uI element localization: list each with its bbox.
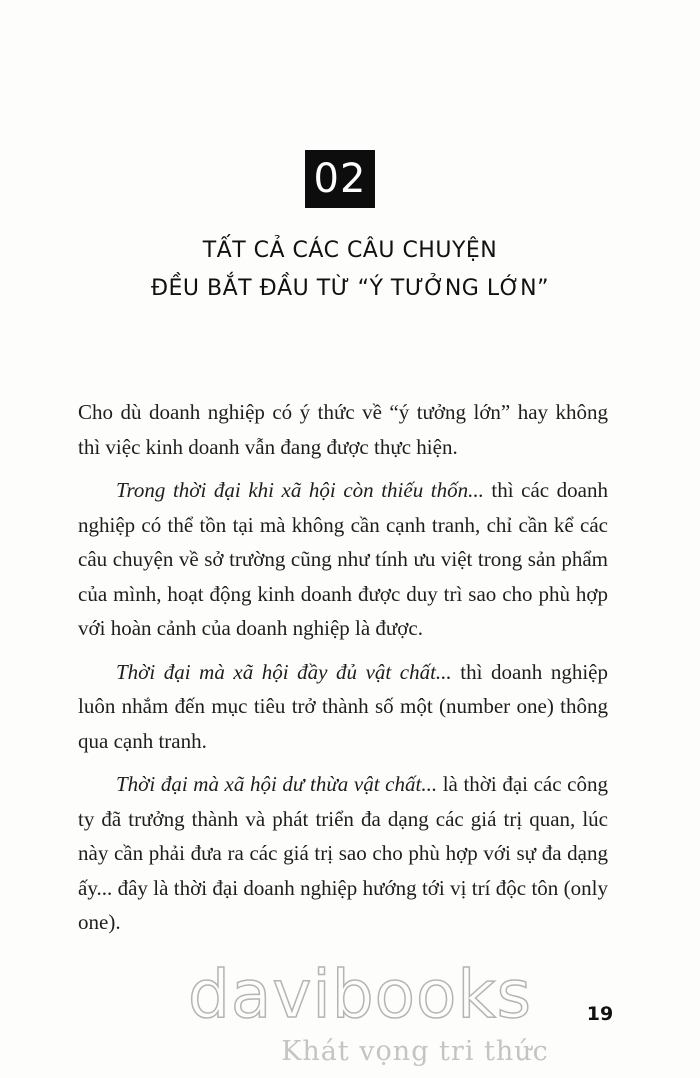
paragraph-1 xyxy=(78,395,608,464)
chapter-number-badge: 02 xyxy=(305,150,375,208)
chapter-title-line-2: ĐỀU BẮT ĐẦU TỪ “Ý TƯỞNG LỚN” xyxy=(150,276,550,301)
paragraph-1-text: Cho dù doanh nghiệp có ý thức về “ý tưởng lớn” hay không thì việc kinh doanh vẫn đang được thực hiện. xyxy=(78,400,608,459)
body-text xyxy=(78,395,608,949)
paragraph-2-italic-lead: Trong thời đại khi xã hội còn thiếu thốn... xyxy=(116,478,484,502)
chapter-title xyxy=(60,232,640,308)
paragraph-2 xyxy=(78,473,608,646)
paragraph-3-italic-lead: Thời đại mà xã hội đầy đủ vật chất... xyxy=(116,659,452,684)
paragraph-3-text: thì doanh nghiệp luôn nhắm đến mục tiêu trở thành số một (number one) thông qua cạnh tranh. xyxy=(78,659,608,753)
publisher-watermark xyxy=(150,955,570,1069)
chapter-title-line-1: TẤT CẢ CÁC CÂU CHUYỆN xyxy=(202,238,498,263)
watermark-brand: davibooks xyxy=(188,956,532,1033)
paragraph-3 xyxy=(78,655,608,759)
paragraph-4-italic-lead: Thời đại mà xã hội dư thừa vật chất... xyxy=(116,772,438,796)
paragraph-2-text: thì các doanh nghiệp có thể tồn tại mà không cần cạnh tranh, chỉ cần kể các câu chuyện về sở trường cũng như tính ưu việt trong sản phẩm của mình, hoạt động kinh doanh được duy trì sao cho phù hợp với hoàn cảnh của doanh nghiệp là được. xyxy=(78,478,608,640)
watermark-tagline: Khát vọng tri thức xyxy=(281,1036,549,1067)
paragraph-4-text: là thời đại các công ty đã trưởng thành và phát triển đa dạng các giá trị quan, lúc này cần phải đưa ra các giá trị sao cho phù hợp với sự đa dạng ấy... đây là thời đại doanh nghiệp hướng tới vị trí độc tôn (only one). xyxy=(78,772,608,934)
paragraph-4 xyxy=(78,767,608,940)
page-number: 19 xyxy=(586,1003,614,1025)
